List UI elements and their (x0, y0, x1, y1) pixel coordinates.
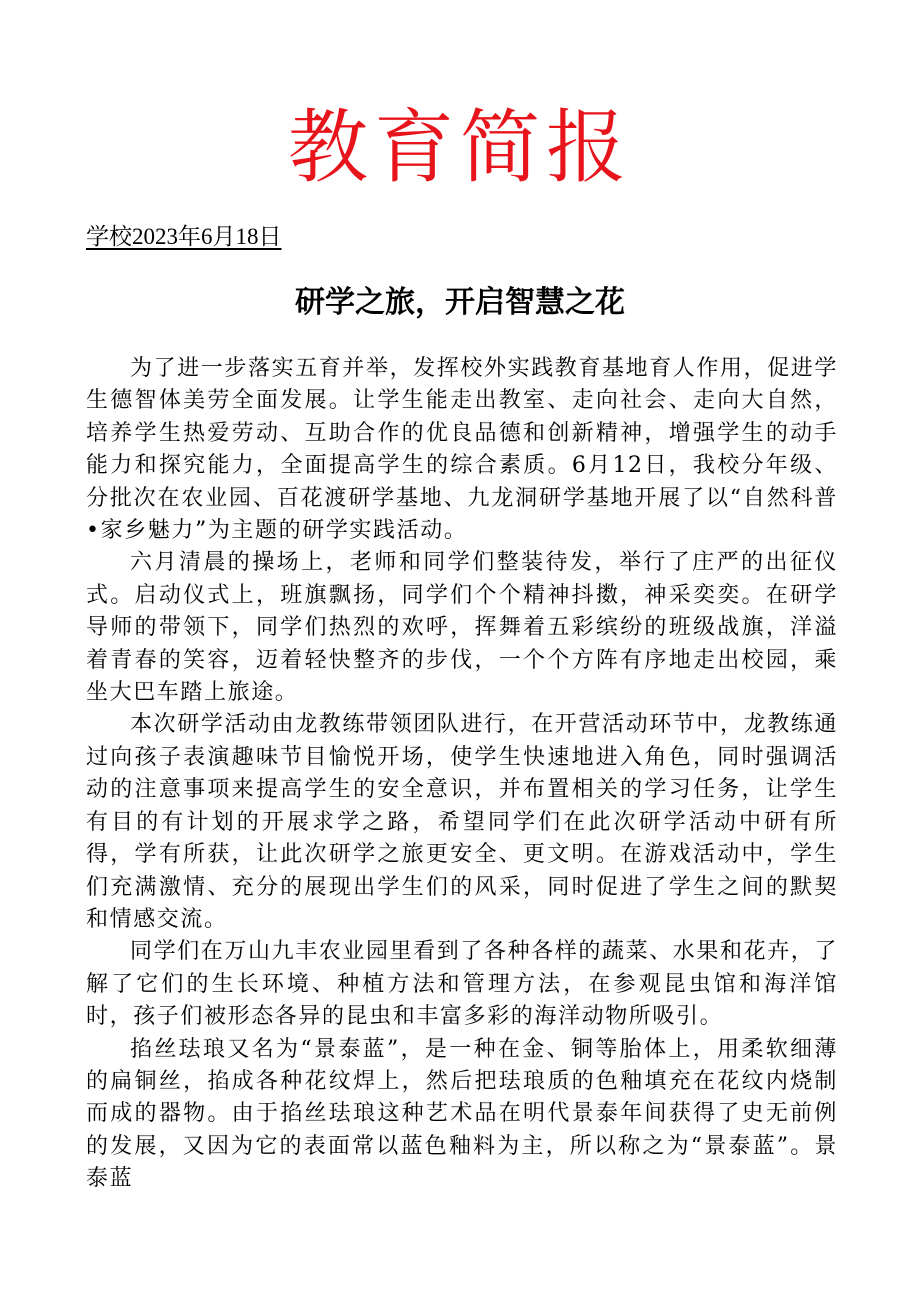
article-paragraph: 为了进一步落实五育并举，发挥校外实践教育基地育人作用，促进学生德智体美劳全面发展。让学生能走出教室、走向社会、走向大自然，培养学生热爱劳动、互助合作的优良品德和创新精神，增强学生的动手能力和探究能力，全面提高学生的综合素质。6月12日，我校分年级、分批次在农业园、百花渡研学基地、九龙洞研学基地开展了以“自然科普•家乡魅力”为主题的研学实践活动。 (86, 356, 839, 544)
newsletter-masthead-title: 教育简报 (288, 101, 632, 194)
article-paragraph: 本次研学活动由龙教练带领团队进行，在开营活动环节中，龙教练通过向孩子表演趣味节目愉悦开场，使学生快速地进入角色，同时强调活动的注意事项来提高学生的安全意识，并布置相关的学习任务，让学生有目的有计划的开展求学之路，希望同学们在此次研学活动中研有所得，学有所获，让此次研学之旅更安全、更文明。在游戏活动中，学生们充满激情、充分的展现出学生们的风采，同时促进了学生之间的默契和情感交流。 (86, 712, 839, 932)
school-dateline: 学校2023年6月18日 (86, 224, 282, 249)
article-headline: 研学之旅，开启智慧之花 (295, 285, 625, 320)
article-body (86, 353, 838, 1196)
article-paragraph: 掐丝珐琅又名为“景泰蓝”，是一种在金、铜等胎体上，用柔软细薄的扁铜丝，掐成各种花纹焊上，然后把珐琅质的色釉填充在花纹内烧制而成的器物。由于掐丝珐琅这种艺术品在明代景泰年间获得了史无前例的发展，又因为它的表面常以蓝色釉料为主，所以称之为“景泰蓝”。景泰蓝 (86, 1036, 838, 1192)
article-paragraph: 同学们在万山九丰农业园里看到了各种各样的蔬菜、水果和花卉，了解了它们的生长环境、种植方法和管理方法，在参观昆虫馆和海洋馆时，孩子们被形态各异的昆虫和丰富多彩的海洋动物所吸引。 (86, 939, 839, 1030)
article-paragraph: 六月清晨的操场上，老师和同学们整装待发，举行了庄严的出征仪式。启动仪式上，班旗飘扬，同学们个个精神抖擞，神采奕奕。在研学导师的带领下，同学们热烈的欢呼，挥舞着五彩缤纷的班级战旗，洋溢着青春的笑容，迈着轻快整齐的步伐，一个个方阵有序地走出校园，乘坐大巴车踏上旅途。 (86, 550, 838, 706)
